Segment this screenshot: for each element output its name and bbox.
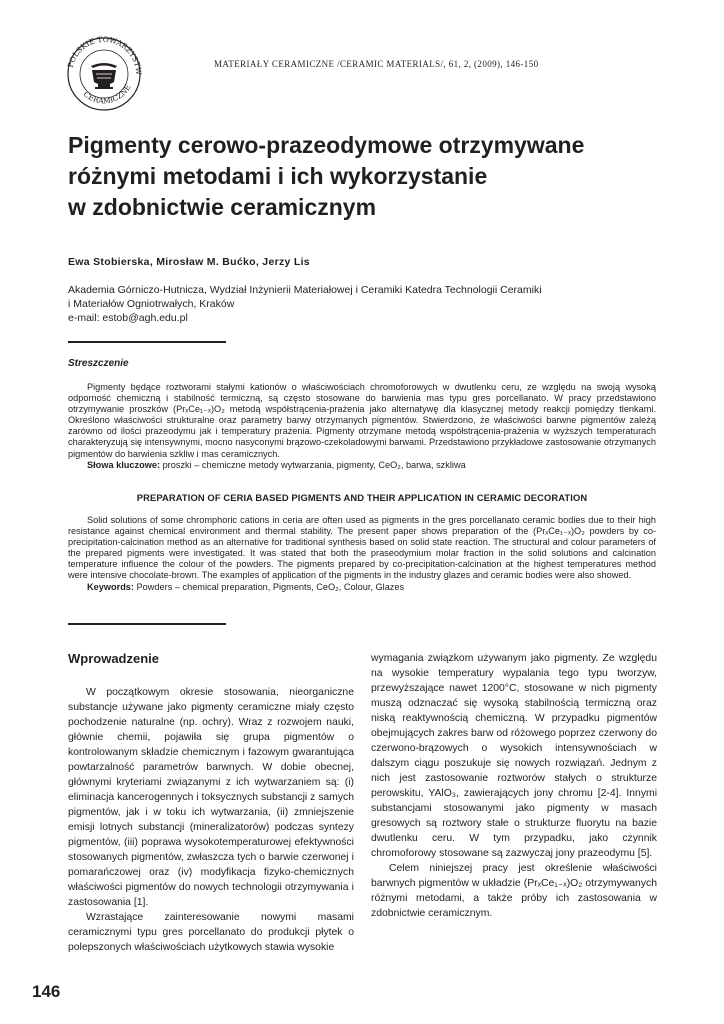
journal-citation: MATERIAŁY CERAMICZNE /CERAMIC MATERIALS/, 61, 2, (2009), 146-150 [214, 59, 539, 69]
author-list: Ewa Stobierska, Mirosław M. Bućko, Jerzy Lis [68, 256, 310, 268]
article-title [68, 130, 668, 223]
keywords-english [68, 582, 656, 593]
affiliation-line: Akademia Górniczo-Hutnicza, Wydział Inżynierii Materiałowej i Ceramiki Katedra Technologii Ceramiki [68, 284, 542, 296]
section-divider [68, 623, 226, 625]
svg-text:CERAMICZNE: CERAMICZNE [81, 83, 133, 106]
svg-text:POLSKIE TOWARZYSTWO: POLSKIE TOWARZYSTW [65, 34, 144, 76]
body-paragraph: Wzrastające zainteresowanie nowymi masami ceramicznymi typu gres porcellanato do produkcji płytek o polepszonych właściwościach użytkowych stawia wysokie [68, 912, 354, 953]
english-title: PREPARATION OF CERIA BASED PIGMENTS AND THEIR APPLICATION IN CERAMIC DECORATION [136, 492, 588, 503]
affiliation-block [68, 283, 668, 325]
abstract-polish [68, 382, 656, 471]
body-paragraph: W początkowym okresie stosowania, nieorganiczne substancje używane jako pigmenty ceramiczne miały często pochodzenie naturalne (np. ochry). Wraz z rozwojem nauki, głównie chemii, pojawiła się grupa pigmentów o kontrolowanym składzie chemicznym i fazowym gwarantująca powtarzalność parametrów barwnych. W dobie obecnej, głównymi kryteriami związanymi z ich wytwarzaniem są: (i) eliminacja kancerogennych i toksycznych substancji z samych pigmentów, jak i w toku ich wytwarzania, (ii) zmniejszenie emisji lotnych substancji (mineralizatorów) podczas syntezy pigmentów, (iii) poprawa wysokotemperaturowej efektywności stosowanych pigmentów, zwłaszcza tych o barwie czerwonej i pomarańczowej oraz (iv) modyfikacja fizyko-chemicznych właściwości pigmentów do nowych technologii otrzymywania i zastosowania [1]. [68, 687, 354, 908]
email-address[interactable]: e-mail: estob@agh.edu.pl [68, 312, 188, 324]
body-column-right [371, 651, 657, 921]
section-heading: Wprowadzenie [68, 651, 160, 666]
keywords-polish [68, 460, 656, 471]
abstract-english [68, 515, 656, 593]
keywords-label: Keywords: [87, 581, 134, 592]
body-paragraph: Celem niniejszej pracy jest określenie właściwości barwnych pigmentów w układzie (PrₓCe₁₋ₓ)O₂ otrzymywanych różnymi metodami, a także próby ich zastosowania w zdobnictwie ceramicznym. [371, 863, 657, 919]
section-divider [68, 341, 226, 343]
keywords-text: Powders – chemical preparation, Pigments, CeO₂, Colour, Glazes [133, 581, 405, 592]
abstract-text: Solid solutions of some chromphoric cations in ceria are often used as pigments in the gres porcellanato ceramic bodies due to their high resistance against chemical environment and thermal stability. The present paper shows preparation of the (PrₓCe₁₋ₓ)O₂ powders by co-precipitation-calcination method as an alternative for traditional synthesis based on solid state reaction. The structural and colour parameters of the prepared pigments were investigated. It was stated that both the praseodymium molar fraction in the solid solutions and calcination temperature influence the colour of the powders. The pigments prepared by co-precipitation-calcination at the highest temperatures method were intensive chocolate-brown. The examples of application of the pigments in the industry glazes and ceramic bodies were also showed. [68, 515, 656, 581]
title-line: Pigmenty cerowo-prazeodymowe otrzymywane [68, 132, 585, 158]
title-line: różnymi metodami i ich wykorzystanie [68, 163, 488, 189]
keywords-text: proszki – chemiczne metody wytwarzania, pigmenty, CeO₂, barwa, szkliwa [160, 459, 466, 470]
keywords-label: Słowa kluczowe: [87, 459, 161, 470]
society-logo [58, 32, 150, 112]
body-paragraph: wymagania związkom używanym jako pigmenty. Ze względu na wysokie temperatury wypalania tego typu tworzyw, przewyższające nawet 1200°C, stosowane w nich pigmenty muszą odznaczać się wysoką stabilnością termiczną oraz niską reaktywnością chemiczną. W przypadku pigmentów obejmujących zakres barw od różowego poprzez czerwony do czerwono-brązowych o wysokich intensywnościach w dalszym ciągu poszukuje się nowych rozwiązań. Jednym z nich jest zastosowanie roztworów stałych o strukturze perowskitu, YAlO₃, zawierających jony chromu [2-4]. Innymi substancjami stosowanymi jako pigmenty w masach gresowych są roztwory stałe o strukturze fluorytu na bazie dwutlenku ceru. W tym przypadku, jako czynnik chromoforowy stosowane są zazwyczaj jony prazeodymu [5]. [371, 653, 657, 859]
affiliation-line: i Materiałów Ogniotrwałych, Kraków [68, 298, 235, 310]
body-column-left [68, 651, 354, 955]
abstract-text: Pigmenty będące roztworami stałymi kationów o właściwościach chromoforowych w dwutlenku ceru, ze względu na swoją wysoką odporność chemiczną i stabilność termiczną, są często stosowane do barwienia mas typu gres porcellanato. W pracy przedstawiono otrzymywanie proszków (PrₓCe₁₋ₓ)O₂ metodą współstrącenia-prażenia jako alternatywę dla klasycznej metody reakcji pomiędzy tlenkami. Określono właściwości strukturalne oraz parametry barwy otrzymanych pigmentów. Stwierdzono, że właściwości barwne pigmentów zależą zarówno od ilości prazeodymu jak i temperatury prażenia. Pigmenty otrzymane metodą współstrącenia-prażenia w wyższych temperaturach charakteryzują się intensywnymi, mocno nasyconymi brązowo-czekoladowymi barwami. Przedstawiono przykładowe zastosowanie otrzymanych pigmentów do barwienia szkliw i mas ceramicznych. [68, 382, 656, 459]
title-line: w zdobnictwie ceramicznym [68, 194, 377, 220]
page-number: 146 [32, 982, 61, 1001]
abstract-heading: Streszczenie [68, 358, 129, 369]
